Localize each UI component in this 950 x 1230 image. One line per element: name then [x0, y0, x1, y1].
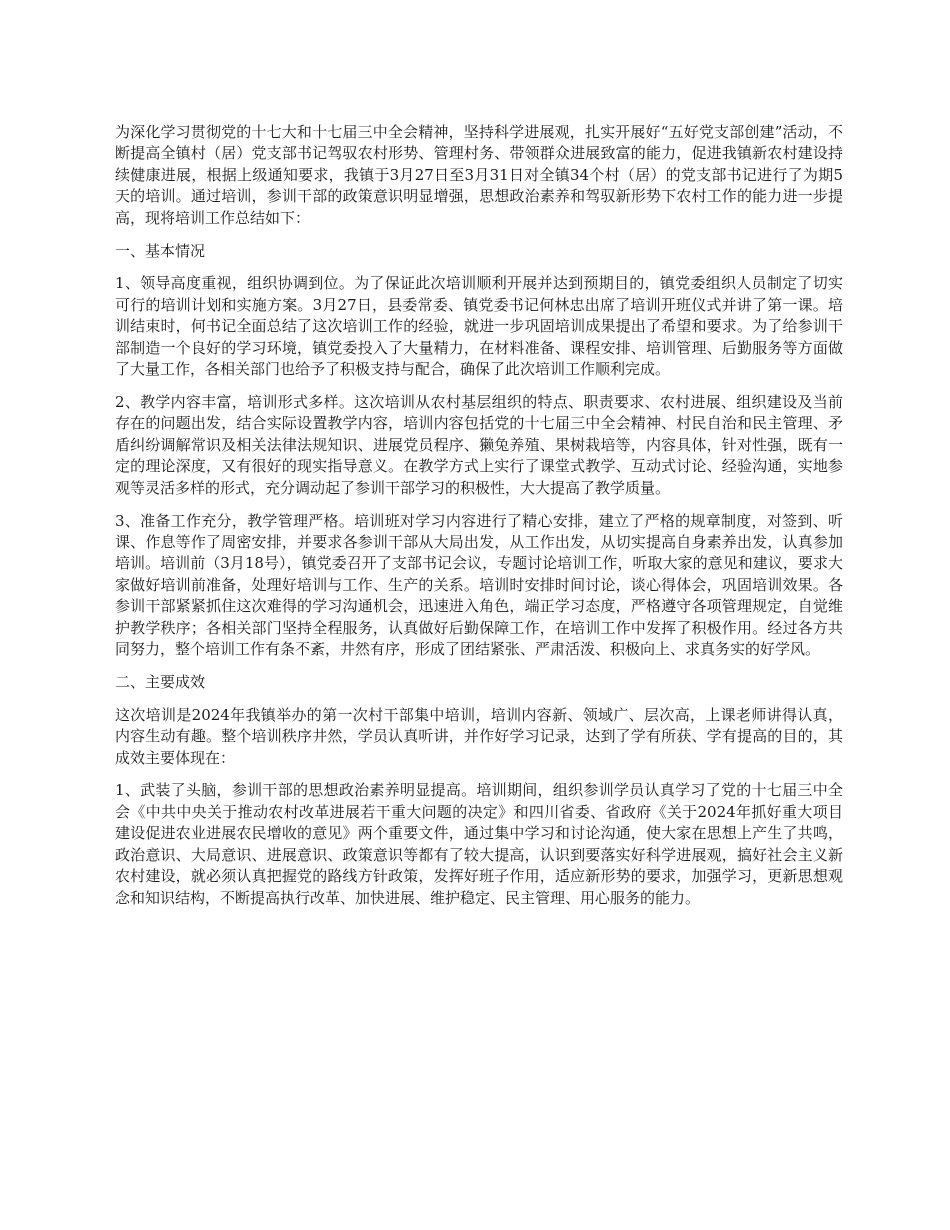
- paragraph-results-one: 1、武装了头脑，参训干部的思想政治素养明显提高。培训期间，组织参训学员认真学习了党的十七届三中全会《中共中央关于推动农村改革进展若干重大问题的决定》和四川省委、省政府《关于2024年抓好重大项目建设促进农业进展农民增收的意见》两个重要文件，通过集中学习和讨论沟通，使大家在思想上产生了共鸣，政治意识、大局意识、进展意识、政策意识等都有了较大提高，认识到要落实好科学进展观，搞好社会主义新农村建设，就必须认真把握党的路线方针政策，发挥好班子作用，适应新形势的要求，加强学习，更新思想观念和知识结构，不断提高执行改革、加快进展、维护稳定、民主管理、用心服务的能力。: [115, 781, 843, 907]
- section-heading-basic-situation: 一、基本情况: [115, 241, 206, 260]
- paragraph-teaching-content: 2、教学内容丰富，培训形式多样。这次培训从农村基层组织的特点、职责要求、农村进展、组织建设及当前存在的问题出发，结合实际设置教学内容，培训内容包括党的十七届三中全会精神、村民自治和民主管理、矛盾纠纷调解常识及相关法律法规知识、进展党员程序、獭兔养殖、果树栽培等，内容具体，针对性强，既有一定的理论深度，又有很好的现实指导意义。在教学方式上实行了课堂式教学、互动式讨论、经验沟通，实地参观等灵活多样的形式，充分调动起了参训干部学习的积极性，大大提高了教学质量。: [115, 392, 843, 497]
- intro-paragraph: 为深化学习贯彻党的十七大和十七届三中全会精神，坚持科学进展观，扎实开展好“五好党支部创建”活动，不断提高全镇村（居）党支部书记驾驭农村形势、管理村务、带领群众进展致富的能力，促进我镇新农村建设持续健康进展，根据上级通知要求，我镇于3月27日至3月31日对全镇34个村（居）的党支部书记进行了为期5天的培训。通过培训，参训干部的政策意识明显增强，思想政治素养和驾驭新形势下农村工作的能力进一步提高，现将培训工作总结如下：: [115, 123, 843, 227]
- document-body: [115, 122, 843, 920]
- paragraph-results-intro: 这次培训是2024年我镇举办的第一次村干部集中培训，培训内容新、领域广、层次高，上课老师讲得认真，内容生动有趣。整个培训秩序井然，学员认真听讲，并作好学习记录，达到了学有所获、学有提高的目的，其成效主要体现在：: [115, 705, 843, 767]
- paragraph-preparation: 3、准备工作充分，教学管理严格。培训班对学习内容进行了精心安排，建立了严格的规章制度，对签到、听课、作息等作了周密安排，并要求各参训干部从大局出发，从工作出发，从切实提高自身素养出发，认真参加培训。培训前（3月18号），镇党委召开了支部书记会议，专题讨论培训工作，听取大家的意见和建议，要求大家做好培训前准备，处理好培训与工作、生产的关系。培训时安排时间讨论，谈心得体会，巩固培训效果。各参训干部紧紧抓住这次难得的学习沟通机会，迅速进入角色，端正学习态度，严格遵守各项管理规定，自觉维护教学秩序；各相关部门坚持全程服务，认真做好后勤保障工作，在培训工作中发挥了积极作用。经过各方共同努力，整个培训工作有条不紊，井然有序，形成了团结紧张、严肃活泼、积极向上、求真务实的好学风。: [115, 511, 843, 658]
- paragraph-leadership: 1、领导高度重视，组织协调到位。为了保证此次培训顺利开展并达到预期目的，镇党委组织人员制定了切实可行的培训计划和实施方案。3月27日，县委常委、镇党委书记何林忠出席了培训开班仪式并讲了第一课。培训结束时，何书记全面总结了这次培训工作的经验，就进一步巩固培训成果提出了希望和要求。为了给参训干部制造一个良好的学习环境，镇党委投入了大量精力，在材料准备、课程安排、培训管理、后勤服务等方面做了大量工作，各相关部门也给予了积极支持与配合，确保了此次培训工作顺利完成。: [115, 274, 843, 379]
- section-heading-main-results: 二、主要成效: [115, 672, 206, 691]
